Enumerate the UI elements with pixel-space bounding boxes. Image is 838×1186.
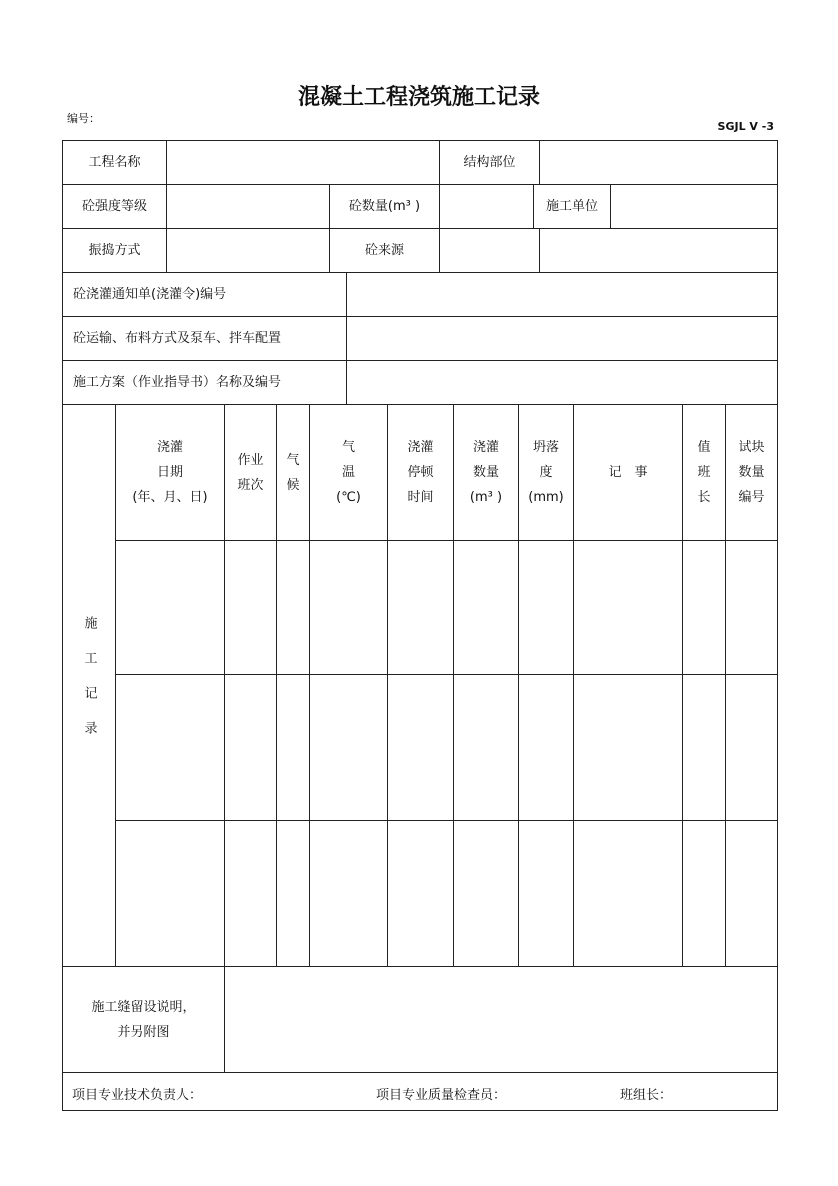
label-transport: 砼运输、布料方式及泵车、拌车配置 <box>62 316 347 361</box>
record-cell[interactable] <box>276 674 310 821</box>
record-cell[interactable] <box>115 540 225 675</box>
column-header-line: 班次 <box>237 477 264 493</box>
record-cell[interactable] <box>518 540 574 675</box>
column-header-line: (m³ ) <box>469 490 503 505</box>
record-cell[interactable] <box>573 674 683 821</box>
record-cell[interactable] <box>276 820 310 967</box>
label-mixing-method: 振捣方式 <box>62 228 167 273</box>
blank-cell <box>539 228 778 273</box>
column-header <box>309 404 388 541</box>
column-header-line: 候 <box>286 477 300 493</box>
project-name-field[interactable] <box>166 140 440 185</box>
record-cell[interactable] <box>725 540 778 675</box>
column-header <box>682 404 726 541</box>
tech-lead-signature[interactable]: 项目专业技术负责人： <box>72 1088 203 1103</box>
column-header-line: 浇灌 <box>407 440 434 455</box>
record-cell[interactable] <box>224 540 277 675</box>
column-header-line: 温 <box>341 465 355 480</box>
joint-note-field[interactable] <box>224 966 778 1073</box>
column-header-line: 记 事 <box>608 465 648 480</box>
column-header-line: 长 <box>697 490 711 505</box>
column-header-line: 浇灌 <box>156 440 183 455</box>
concrete-source-field[interactable] <box>439 228 540 273</box>
team-lead-signature[interactable]: 班组长： <box>620 1088 673 1103</box>
record-cell[interactable] <box>682 540 726 675</box>
construction-unit-field[interactable] <box>610 184 778 229</box>
column-header-line: 编号 <box>738 490 765 505</box>
column-header-line: 浇灌 <box>472 440 499 455</box>
record-cell[interactable] <box>224 820 277 967</box>
record-cell[interactable] <box>115 820 225 967</box>
record-cell[interactable] <box>387 820 454 967</box>
record-cell[interactable] <box>682 820 726 967</box>
column-header-line: 数量 <box>472 465 499 480</box>
transport-field[interactable] <box>346 316 778 361</box>
record-cell[interactable] <box>453 674 519 821</box>
record-cell[interactable] <box>725 674 778 821</box>
column-header <box>387 404 454 541</box>
column-header-line: 试块 <box>738 440 765 455</box>
structure-part-field[interactable] <box>539 140 778 185</box>
label-strength-grade: 砼强度等级 <box>62 184 167 229</box>
column-header <box>573 404 683 541</box>
column-header <box>224 404 277 541</box>
column-header-line: 值 <box>697 440 711 455</box>
label-construction-unit: 施工单位 <box>533 184 611 229</box>
column-header <box>518 404 574 541</box>
column-header-line: (年、月、日) <box>132 490 208 505</box>
column-header-line: 班 <box>697 465 711 480</box>
column-header-line: 日期 <box>156 465 183 480</box>
column-header-line: 度 <box>539 465 553 480</box>
record-cell[interactable] <box>682 674 726 821</box>
record-cell[interactable] <box>276 540 310 675</box>
record-cell[interactable] <box>115 674 225 821</box>
joint-note-line1: 施工缝留设说明， <box>91 999 196 1015</box>
pour-notice-field[interactable] <box>346 272 778 317</box>
record-cell[interactable] <box>309 674 388 821</box>
record-cell[interactable] <box>573 820 683 967</box>
record-cell[interactable] <box>309 540 388 675</box>
column-header <box>276 404 310 541</box>
column-header <box>115 404 225 541</box>
record-cell[interactable] <box>309 820 388 967</box>
label-quantity: 砼数量(m³ ) <box>329 184 440 229</box>
record-cell[interactable] <box>387 540 454 675</box>
column-header-line: 气 <box>341 440 355 455</box>
form-code: SGJL V -3 <box>717 120 774 133</box>
column-header-line: (℃) <box>336 490 361 505</box>
column-header-line: 停顿 <box>407 465 434 480</box>
label-project-name: 工程名称 <box>62 140 167 185</box>
column-header-line: 坍落 <box>532 440 559 455</box>
record-side-label: 施工记录 <box>62 404 116 967</box>
label-plan: 施工方案（作业指导书）名称及编号 <box>62 360 347 405</box>
record-cell[interactable] <box>518 674 574 821</box>
record-cell[interactable] <box>224 674 277 821</box>
label-concrete-source: 砼来源 <box>329 228 440 273</box>
column-header-line: 数量 <box>738 465 765 480</box>
record-cell[interactable] <box>725 820 778 967</box>
joint-note-label <box>62 966 225 1073</box>
column-header-line: 气 <box>286 452 300 468</box>
record-cell[interactable] <box>573 540 683 675</box>
mixing-method-field[interactable] <box>166 228 330 273</box>
joint-note-line2: 并另附图 <box>117 1024 170 1040</box>
record-cell[interactable] <box>518 820 574 967</box>
column-header-line: (mm) <box>528 490 564 505</box>
page-title: 混凝土工程浇筑施工记录 <box>297 85 540 110</box>
record-cell[interactable] <box>453 540 519 675</box>
plan-field[interactable] <box>346 360 778 405</box>
record-cell[interactable] <box>453 820 519 967</box>
strength-grade-field[interactable] <box>166 184 330 229</box>
column-header <box>453 404 519 541</box>
column-header-line: 时间 <box>407 490 434 505</box>
inspector-signature[interactable]: 项目专业质量检查员： <box>376 1088 507 1103</box>
quantity-field[interactable] <box>439 184 534 229</box>
label-pour-notice: 砼浇灌通知单(浇灌令)编号 <box>62 272 347 317</box>
column-header <box>725 404 778 541</box>
label-structure-part: 结构部位 <box>439 140 540 185</box>
serial-label: 编号： <box>67 112 100 125</box>
column-header-line: 作业 <box>237 452 264 468</box>
record-cell[interactable] <box>387 674 454 821</box>
